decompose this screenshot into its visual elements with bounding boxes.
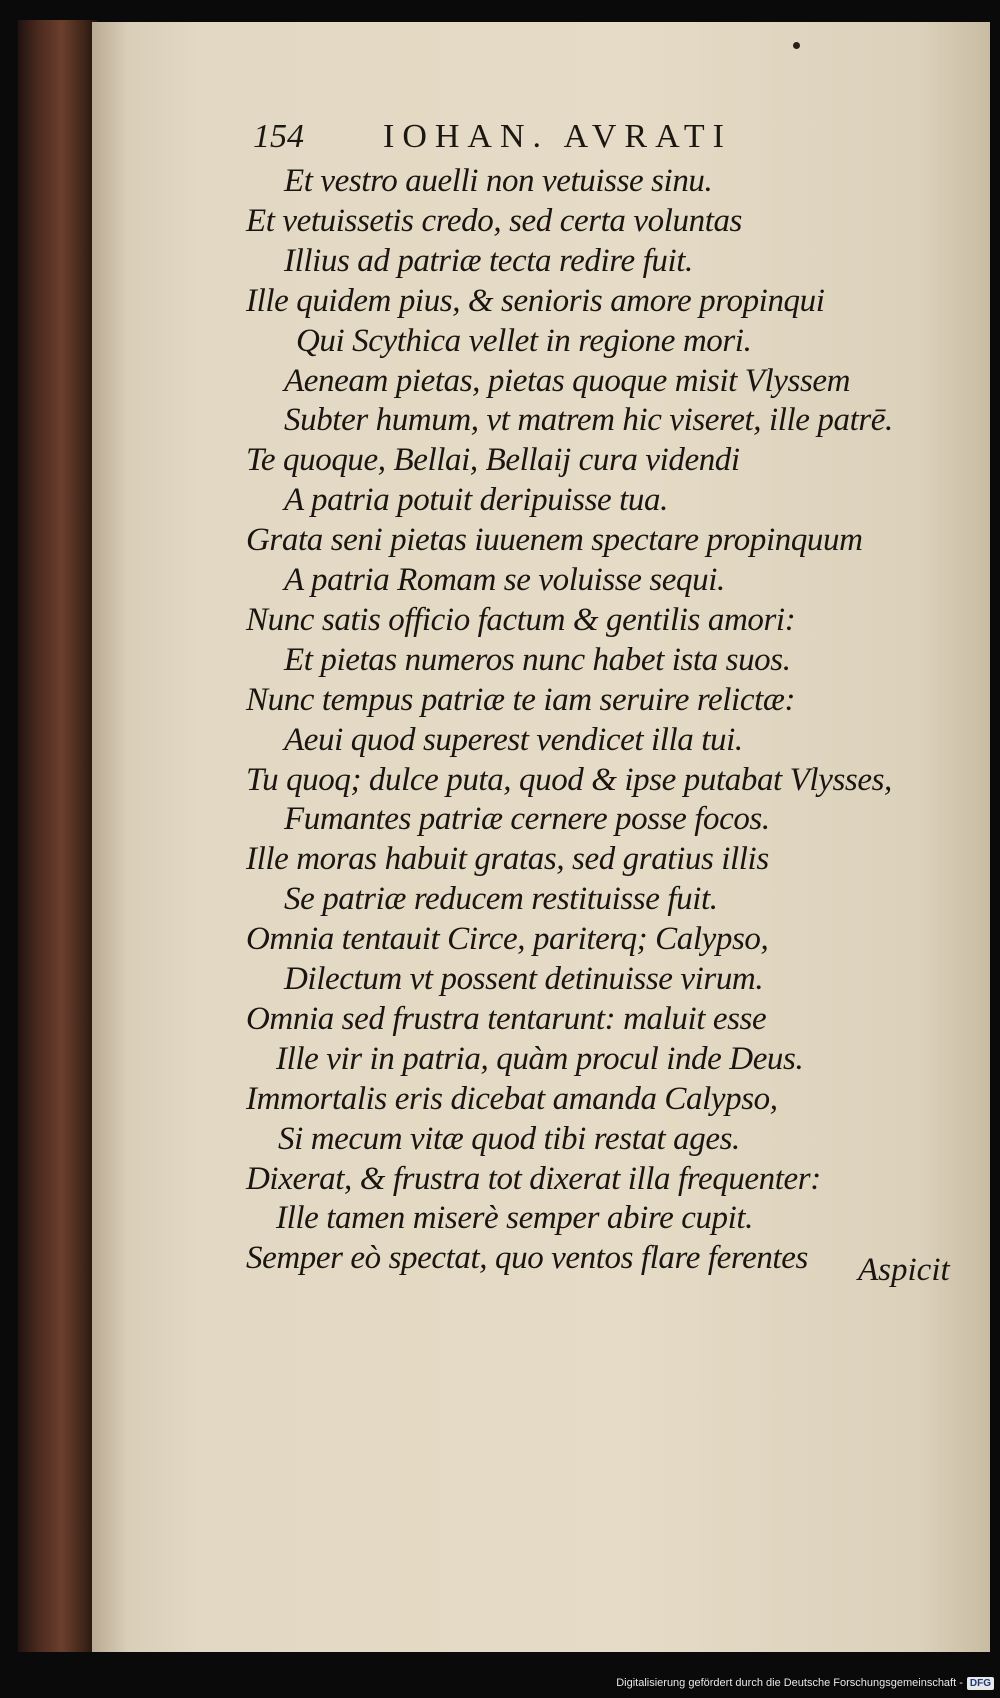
verse-line: Tu quoq; dulce puta, quod & ipse putabat Vlysses, [246,761,892,798]
digitization-credit [616,1672,994,1694]
verse-line: Te quoque, Bellai, Bellaij cura videndi [246,442,740,479]
verse-line: A patria potuit deripuisse tua. [284,482,668,519]
verse-line: Ille moras habuit gratas, sed gratius illis [246,841,769,878]
verse-line: Omnia sed frustra tentarunt: maluit esse [246,1000,767,1037]
verse-line: Semper eò spectat, quo ventos flare ferentes [246,1240,808,1277]
verse-line: Aeneam pietas, pietas quoque misit Vlyssem [284,362,851,399]
verse-line: Qui Scythica vellet in regione mori. [296,322,752,359]
verse-line: Fumantes patriæ cernere posse focos. [284,801,770,838]
verse-line: Dilectum vt possent detinuisse virum. [284,961,764,997]
verse-line: Ille vir in patria, quàm procul inde Deus. [276,1040,804,1077]
verse-line: Grata seni pietas iuuenem spectare propinquum [246,522,863,559]
running-title: IOHAN. AVRATI [383,118,732,155]
verse-line: Subter humum, vt matrem hic viseret, ille patrē. [284,402,893,439]
verse-line: A patria Romam se voluisse sequi. [284,562,725,598]
verse-line: Et vestro auelli non vetuisse sinu. [284,163,713,199]
verse-line: Et pietas numeros nunc habet ista suos. [284,641,791,678]
dfg-logo: DFG [967,1677,994,1690]
verse-line: Se patriæ reducem restituisse fuit. [284,881,718,918]
verse-line: Ille quidem pius, & senioris amore propinqui [246,282,825,319]
verse-line: Nunc tempus patriæ te iam seruire relictæ: [246,681,796,718]
verse-line: Aeui quod superest vendicet illa tui. [284,721,743,758]
catchword: Aspicit [858,1252,950,1288]
verse-line: Dixerat, & frustra tot dixerat illa frequenter: [246,1160,821,1197]
verse-line: Nunc satis officio factum & gentilis amori: [246,601,796,638]
verse-line: Immortalis eris dicebat amanda Calypso, [246,1080,778,1117]
verse-line: Ille tamen miserè semper abire cupit. [276,1200,754,1237]
verse-line: Illius ad patriæ tecta redire fuit. [284,242,693,279]
page-number: 154 [253,118,304,155]
verse-line: Et vetuissetis credo, sed certa voluntas [246,202,742,239]
verse-line: Omnia tentauit Circe, pariterq; Calypso, [246,921,769,958]
verse-line: Si mecum vitæ quod tibi restat ages. [278,1120,740,1157]
credit-text: Digitalisierung gefördert durch die Deutsche Forschungsgemeinschaft - [616,1677,963,1689]
